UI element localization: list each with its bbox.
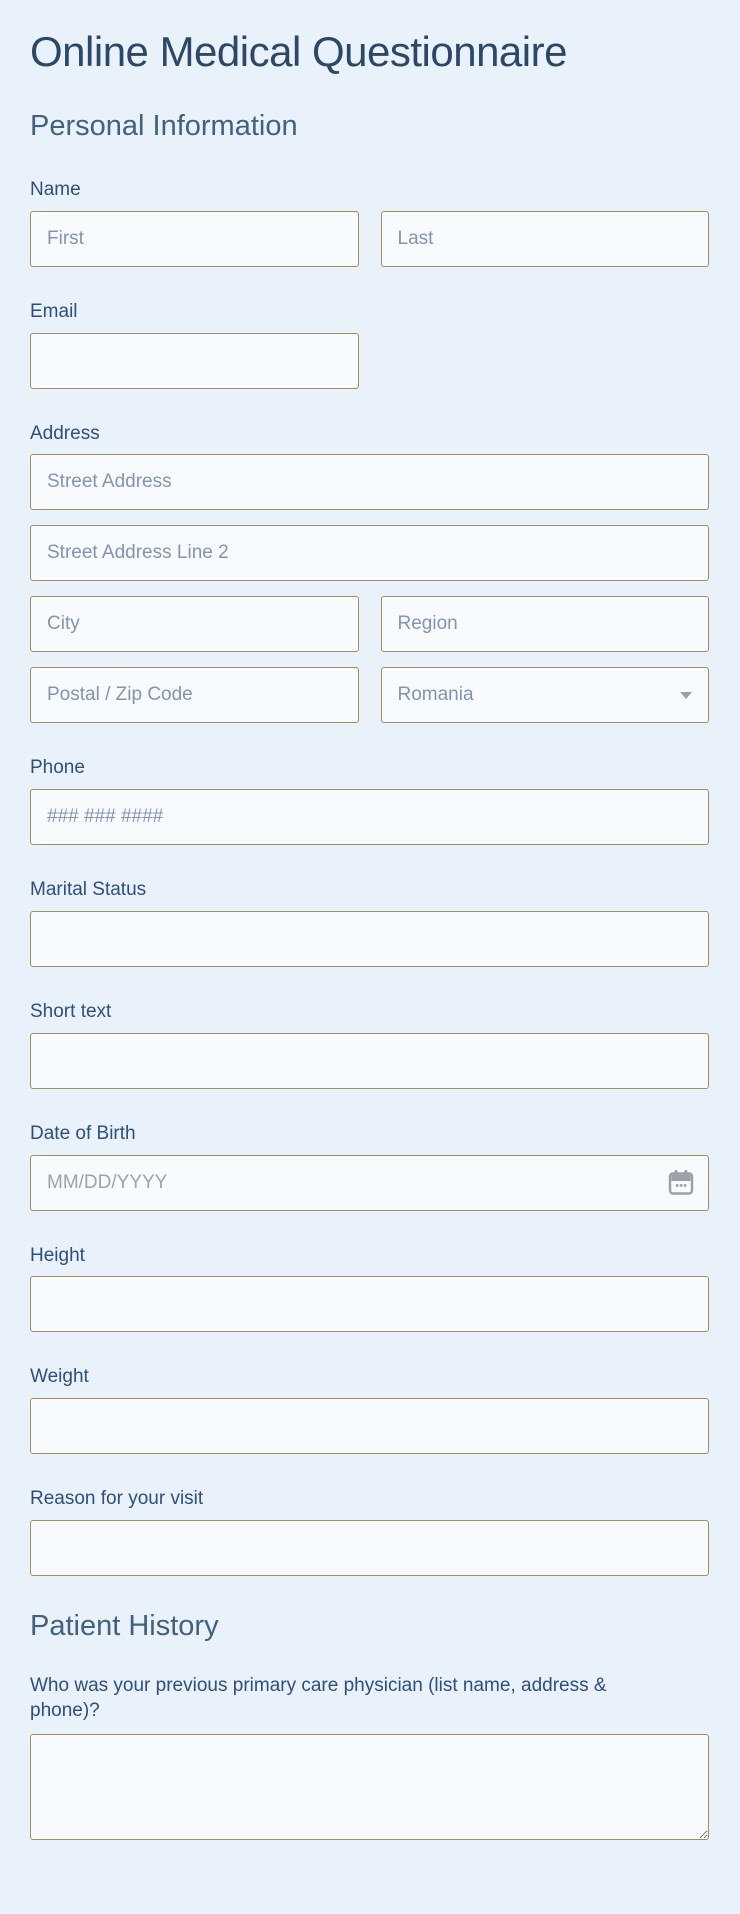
date-of-birth-label: Date of Birth [30, 1122, 136, 1144]
weight-label: Weight [30, 1366, 89, 1388]
weight-field-group [30, 1366, 709, 1454]
previous-physician-question-label: Who was your previous primary care physician (list name, address & phone)? [30, 1674, 607, 1722]
email-input[interactable] [30, 333, 359, 389]
section-heading-patient-history: Patient History [30, 1609, 219, 1642]
name-label: Name [30, 179, 81, 200]
address-label: Address [30, 422, 100, 444]
reason-for-visit-input[interactable] [30, 1520, 709, 1576]
region-input[interactable] [381, 596, 710, 652]
name-field-group [30, 179, 709, 267]
street-address-line2-input[interactable] [30, 525, 709, 581]
phone-label: Phone [30, 757, 85, 779]
marital-status-input[interactable] [30, 911, 709, 967]
short-text-field-group [30, 1001, 709, 1089]
marital-status-label: Marital Status [30, 879, 147, 901]
previous-physician-field-group [30, 1673, 709, 1840]
page-title: Online Medical Questionnaire [30, 28, 567, 75]
section-heading-personal-information: Personal Information [30, 110, 298, 142]
weight-input[interactable] [30, 1398, 709, 1454]
country-select[interactable] [381, 667, 710, 723]
short-text-input[interactable] [30, 1033, 709, 1089]
short-text-label: Short text [30, 1000, 112, 1022]
email-spacer [381, 333, 710, 389]
calendar-icon[interactable] [667, 1169, 695, 1197]
email-field-group [30, 301, 709, 389]
country-selected-value: Romania [397, 684, 474, 706]
previous-physician-textarea[interactable] [30, 1734, 709, 1840]
phone-input[interactable] [30, 789, 709, 845]
street-address-input[interactable] [30, 454, 709, 510]
height-field-group [30, 1245, 709, 1333]
date-of-birth-input[interactable] [30, 1155, 709, 1211]
marital-status-field-group [30, 879, 709, 967]
height-label: Height [30, 1244, 85, 1266]
first-name-input[interactable] [30, 211, 359, 267]
city-input[interactable] [30, 596, 359, 652]
height-input[interactable] [30, 1276, 709, 1332]
phone-field-group [30, 757, 709, 845]
last-name-input[interactable] [381, 211, 710, 267]
postal-zip-input[interactable] [30, 667, 359, 723]
chevron-down-icon [680, 692, 692, 699]
email-label: Email [30, 300, 78, 322]
address-field-group [30, 423, 709, 724]
date-of-birth-field-group [30, 1123, 709, 1211]
reason-for-visit-label: Reason for your visit [30, 1488, 204, 1510]
reason-for-visit-field-group [30, 1488, 709, 1576]
